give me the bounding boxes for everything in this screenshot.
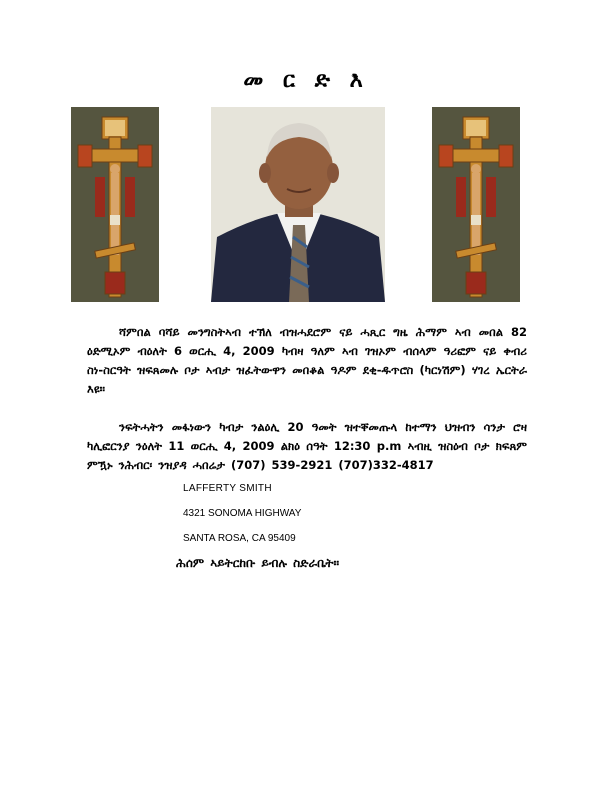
crucifix-icon [432, 107, 520, 302]
portrait-image [211, 107, 385, 302]
closing-line: ሕሰም ኣይትርከቡ ይብሉ ስድራቤት። [176, 556, 340, 570]
page-title: መ ር ድ እ [243, 68, 369, 93]
crucifix-icon [71, 107, 159, 302]
portrait-photo [211, 107, 385, 302]
announcement-paragraph [87, 323, 527, 399]
address-name: LAFFERTY SMITH [183, 483, 272, 494]
service-details-text: ንፍትሓትን መፋነውን ካብታ ንልዕሊ 20 ዓመት ዝተቐመጡላ ከተማን ህዝብን ሳንታ ሮዛ ካሊፎርንያ ንዕለት 11 ወርሒ 4, 2009 ልክዕ ሰዓት 12:30 p.m ኣብዚ ዝስዕብ ቦታ ክፍጸም ምዃኑ ንሕብር፡ ንዝያዳ ሓበሬታ (707) 539-2921 (707)332-4817 [87, 420, 527, 472]
crucifix-icon-right [432, 107, 520, 302]
service-details-paragraph [87, 418, 527, 475]
crucifix-icon-left [71, 107, 159, 302]
address-city: SANTA ROSA, CA 95409 [183, 533, 296, 544]
announcement-text: ሻምበል ባሻይ መንግስትኣብ ተኽለ ብዝሓደሮም ናይ ሓጺር ግዜ ሕማም ኣብ መበል 82 ዕድሚኦም ብዕለት 6 ወርሒ 4, 2009 ካብዛ ዓለም ኣብ ገዝኦም ብሰላም ዓሪፎም ናይ ቀብሪ ስነ-ስርዓት ዝፍጸመሉ ቦታ ኣብታ ዝፈትውዋን መበቆል ዓዶም ደቂ-ዱጥሮስ (ካርነሽም) ሃገረ ኤርትራ እዩ። [87, 325, 527, 396]
address-street: 4321 SONOMA HIGHWAY [183, 508, 302, 519]
